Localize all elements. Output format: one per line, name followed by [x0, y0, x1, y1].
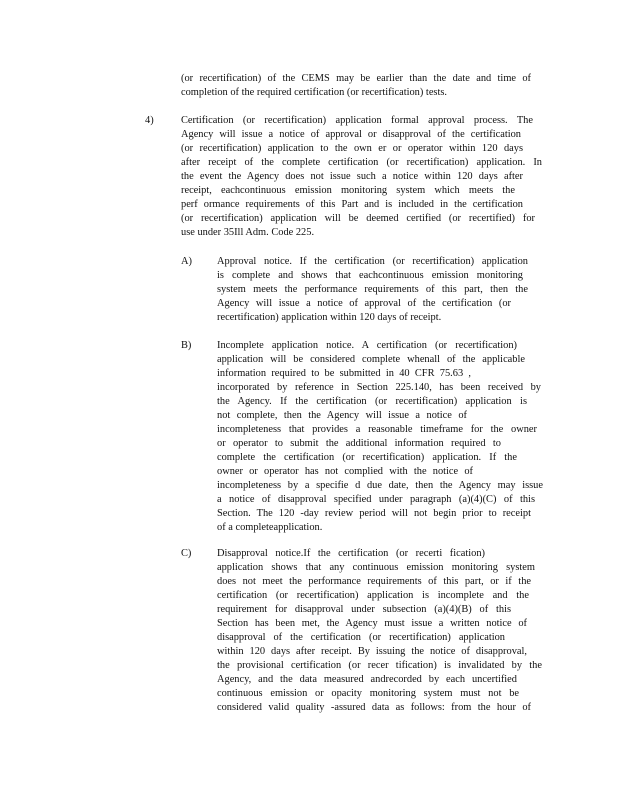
text-line: use under 35Ill Adm. Code 225.: [181, 227, 315, 238]
text-line: (or recertification) of the CEMS may be earlier than the date and time of: [181, 73, 531, 84]
item-label: A): [181, 256, 192, 267]
text-line: the Agency. If the certification (or recertification) application is: [217, 396, 527, 407]
text-line: a notice of disapproval specified under paragraph (a)(4)(C) of this: [217, 494, 535, 505]
text-line: certification (or recertification) application is incomplete and the: [217, 590, 529, 601]
text-line: Section has been met, the Agency must issue a written notice of: [217, 618, 527, 629]
text-line: considered valid quality -assured data as follows: from the hour of: [217, 702, 531, 713]
text-line: Agency will issue a notice of approval or disapproval of the certification: [181, 129, 521, 140]
text-line: Certification (or recertification) application formal approval process. The: [181, 115, 533, 126]
text-line: is complete and shows that eachcontinuous emission monitoring: [217, 270, 523, 281]
text-line: the event the Agency does not issue such a notice within 120 days after: [181, 171, 523, 182]
text-line: within 120 days after receipt. By issuing the notice of disapproval,: [217, 646, 527, 657]
text-line: incorporated by reference in Section 225.140, has been received by: [217, 382, 541, 393]
text-line: completion of the required certification (or recertification) tests.: [181, 87, 448, 98]
text-line: incompleteness by a specifie d due date, then the Agency may issue: [217, 480, 543, 491]
text-line: complete the certification (or recertification) application. If the: [217, 452, 517, 463]
item-label: B): [181, 340, 192, 351]
text-line: perf ormance requirements of this Part and is included in the certification: [181, 199, 523, 210]
text-line: receipt, eachcontinuous emission monitoring system which meets the: [181, 185, 515, 196]
text-line: incompleteness that provides a reasonable timeframe for the owner: [217, 424, 537, 435]
text-line: the provisional certification (or recer tification) is invalidated by the: [217, 660, 542, 671]
text-line: (or recertification) application will be deemed certified (or recertified) for: [181, 213, 535, 224]
item-label: C): [181, 548, 192, 559]
item-label: 4): [145, 115, 154, 126]
text-line: system meets the performance requirements of this part, then the: [217, 284, 528, 295]
text-line: Approval notice. If the certification (or recertification) application: [217, 256, 528, 267]
text-line: or operator to submit the additional information required to: [217, 438, 501, 449]
text-line: after receipt of the complete certification (or recertification) application. In: [181, 157, 542, 168]
text-line: Section. The 120 -day review period will not begin prior to receipt: [217, 508, 531, 519]
text-line: Disapproval notice.If the certification (or recerti fication): [217, 548, 485, 559]
text-line: owner or operator has not complied with the notice of: [217, 466, 473, 477]
text-line: Incomplete application notice. A certification (or recertification): [217, 340, 517, 351]
text-line: requirement for disapproval under subsection (a)(4)(B) of this: [217, 604, 511, 615]
text-line: application will be considered complete whenall of the applicable: [217, 354, 525, 365]
text-line: information required to be submitted in 40 CFR 75.63 ,: [217, 368, 471, 379]
text-line: Agency, and the data measured andrecorded by each uncertified: [217, 674, 517, 685]
text-line: recertification) application within 120 days of receipt.: [217, 312, 442, 323]
text-line: does not meet the performance requirements of this part, or if the: [217, 576, 531, 587]
text-line: not complete, then the Agency will issue a notice of: [217, 410, 467, 421]
text-line: application shows that any continuous emission monitoring system: [217, 562, 535, 573]
text-line: disapproval of the certification (or recertification) application: [217, 632, 505, 643]
text-line: of a completeapplication.: [217, 522, 323, 533]
text-line: Agency will issue a notice of approval of the certification (or: [217, 298, 511, 309]
text-line: (or recertification) application to the own er or operator within 120 days: [181, 143, 523, 154]
text-line: continuous emission or opacity monitoring system must not be: [217, 688, 519, 699]
